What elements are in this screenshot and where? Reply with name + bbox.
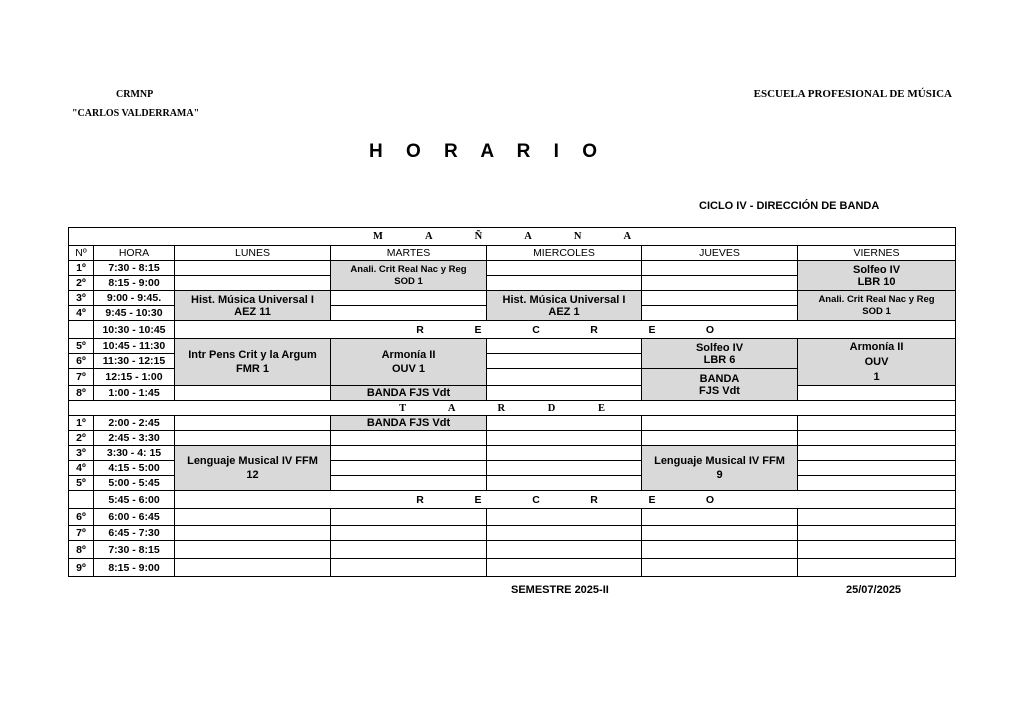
empty-cell [175, 509, 331, 526]
table-row [69, 416, 956, 431]
row-number: 8º [69, 541, 94, 559]
row-number: 2º [69, 431, 94, 446]
row-number: 7º [69, 369, 94, 386]
course-jueves-banda [642, 369, 798, 401]
school-name: ESCUELA PROFESIONAL DE MÚSICA [753, 88, 952, 100]
table-row [69, 291, 956, 306]
empty-cell [642, 291, 798, 306]
course-sub: FJS Vdt [699, 384, 740, 397]
course-sub: LBR 6 [703, 353, 736, 366]
institution-name: "CARLOS VALDERRAMA" [72, 108, 200, 119]
course-martes-banda-am: BANDA FJS Vdt [331, 386, 487, 401]
course-martes-armonia [331, 339, 487, 386]
empty-cell [487, 526, 642, 541]
course-title: Armonía II [381, 349, 436, 361]
row-number: 3º [69, 291, 94, 306]
row-number: 5º [69, 476, 94, 491]
table-row [69, 446, 956, 461]
recreo-letter: E [474, 323, 482, 336]
empty-cell [487, 541, 642, 559]
empty-cell [798, 416, 956, 431]
course-title: BANDA [699, 372, 740, 385]
empty-cell [331, 476, 487, 491]
empty-cell [487, 476, 642, 491]
course-lunes-lenguaje [175, 446, 331, 491]
row-number: 1º [69, 261, 94, 276]
empty-cell [642, 261, 798, 276]
semester-label: SEMESTRE 2025-II [511, 584, 609, 596]
course-lunes-historia [175, 291, 331, 321]
tarde-label: T A R D E [69, 401, 956, 416]
manana-label: M A Ñ A N A [69, 228, 956, 246]
row-number: 4º [69, 306, 94, 321]
empty-cell [487, 416, 642, 431]
col-header-lunes: LUNES [175, 246, 331, 261]
course-sub: 9 [716, 469, 723, 481]
course-title: Anali. Crit Real Nac y Reg [818, 293, 935, 305]
row-number: 6º [69, 509, 94, 526]
empty-cell [331, 461, 487, 476]
course-title: Armonía II [849, 341, 904, 353]
course-title: Lenguaje Musical IV FFM [187, 455, 318, 467]
row-time: 10:45 - 11:30 [94, 339, 175, 354]
empty-cell [798, 476, 956, 491]
empty-cell [642, 306, 798, 321]
row-time: 8:15 - 9:00 [94, 559, 175, 577]
row-number: 9º [69, 559, 94, 577]
row-time: 11:30 - 12:15 [94, 354, 175, 369]
course-miercoles-historia [487, 291, 642, 321]
row-time: 7:30 - 8:15 [94, 541, 175, 559]
course-title: Solfeo IV [695, 341, 744, 354]
recreo-letter: E [648, 323, 656, 336]
course-title: Hist. Música Universal I [502, 293, 626, 306]
empty-cell [642, 416, 798, 431]
course-title: Lenguaje Musical IV FFM [654, 455, 785, 467]
recreo-letter: R [590, 323, 598, 336]
empty-cell [175, 559, 331, 577]
table-row [69, 559, 956, 577]
course-sub: OUV 1 [391, 363, 425, 375]
date-label: 25/07/2025 [846, 584, 902, 596]
empty-cell [331, 306, 487, 321]
empty-cell [175, 386, 331, 401]
recreo-letter: R [590, 493, 598, 506]
recreo-row [69, 491, 956, 509]
empty-cell [175, 416, 331, 431]
table-row [69, 339, 956, 354]
empty-cell [642, 509, 798, 526]
course-sub: AEZ 11 [234, 305, 271, 318]
course-viernes-analisis [798, 291, 956, 321]
course-viernes-armonia [798, 339, 956, 386]
table-row [69, 509, 956, 526]
course-num: 1 [873, 371, 880, 383]
empty-cell [487, 369, 642, 386]
empty-cell [798, 446, 956, 461]
recreo-letter: R [416, 323, 424, 336]
empty-cell [331, 559, 487, 577]
empty-cell [642, 526, 798, 541]
row-time: 1:00 - 1:45 [94, 386, 175, 401]
empty-cell [487, 446, 642, 461]
row-number: 6º [69, 354, 94, 369]
empty-cell [798, 509, 956, 526]
row-number: 5º [69, 339, 94, 354]
recreo-letter: O [705, 323, 715, 336]
recreo-label [175, 491, 956, 509]
course-sub: OUV [864, 356, 889, 368]
col-header-jueves: JUEVES [642, 246, 798, 261]
header-row [69, 246, 956, 261]
recreo-row [69, 321, 956, 339]
recreo-letter: C [532, 323, 540, 336]
recreo-letter: R [416, 493, 424, 506]
table-row [69, 431, 956, 446]
row-time: 4:15 - 5:00 [94, 461, 175, 476]
recreo-letter: E [648, 493, 656, 506]
col-header-viernes: VIERNES [798, 246, 956, 261]
empty-cell [331, 509, 487, 526]
row-number: 4º [69, 461, 94, 476]
course-title: Anali. Crit Real Nac y Reg [350, 263, 467, 275]
empty-cell [487, 261, 642, 276]
course-sub: 12 [246, 469, 259, 481]
empty-cell [642, 431, 798, 446]
empty-cell [798, 559, 956, 577]
empty-cell [487, 339, 642, 354]
row-time: 10:30 - 10:45 [94, 321, 175, 339]
recreo-letter: O [705, 493, 715, 506]
row-number: 3º [69, 446, 94, 461]
course-sub: SOD 1 [862, 305, 891, 317]
table-row [69, 541, 956, 559]
row-time: 6:00 - 6:45 [94, 509, 175, 526]
empty-cell [642, 276, 798, 291]
table-row [69, 261, 956, 276]
empty-cell [175, 526, 331, 541]
empty-cell [487, 386, 642, 401]
recreo-letter: C [532, 493, 540, 506]
row-time: 2:45 - 3:30 [94, 431, 175, 446]
tarde-band-row [69, 401, 956, 416]
row-time: 8:15 - 9:00 [94, 276, 175, 291]
col-header-miercoles: MIERCOLES [487, 246, 642, 261]
course-viernes-solfeo [798, 261, 956, 291]
row-number: 7º [69, 526, 94, 541]
empty-cell [487, 431, 642, 446]
empty-cell [798, 461, 956, 476]
row-time: 9:00 - 9:45. [94, 291, 175, 306]
empty-cell [331, 541, 487, 559]
page-title: H O R A R I O [369, 141, 606, 162]
empty-cell [642, 559, 798, 577]
course-sub: SOD 1 [394, 275, 423, 287]
empty-cell [331, 526, 487, 541]
row-number [69, 321, 94, 339]
empty-cell [798, 526, 956, 541]
course-martes-analisis [331, 261, 487, 291]
schedule-table [68, 227, 956, 577]
row-time: 12:15 - 1:00 [94, 369, 175, 386]
course-title: Solfeo IV [852, 263, 901, 276]
table-row [69, 386, 956, 401]
empty-cell [331, 446, 487, 461]
empty-cell [798, 431, 956, 446]
empty-cell [642, 541, 798, 559]
empty-cell [798, 541, 956, 559]
cycle-label: CICLO IV - DIRECCIÓN DE BANDA [699, 200, 880, 212]
course-jueves-solfeo [642, 339, 798, 369]
row-time: 5:00 - 5:45 [94, 476, 175, 491]
course-sub: FMR 1 [236, 363, 269, 375]
row-number: 1º [69, 416, 94, 431]
empty-cell [331, 431, 487, 446]
course-jueves-lenguaje [642, 446, 798, 491]
empty-cell [487, 559, 642, 577]
col-header-num: Nº [69, 246, 94, 261]
manana-band-row [69, 228, 956, 246]
course-title: Hist. Música Universal I [191, 293, 314, 306]
empty-cell [331, 291, 487, 306]
col-header-martes: MARTES [331, 246, 487, 261]
empty-cell [487, 461, 642, 476]
row-time: 7:30 - 8:15 [94, 261, 175, 276]
col-header-hora: HORA [94, 246, 175, 261]
course-title: Intr Pens Crit y la Argum [188, 349, 317, 361]
course-lunes-intr [175, 339, 331, 386]
empty-cell [487, 509, 642, 526]
empty-cell [175, 431, 331, 446]
empty-cell [487, 276, 642, 291]
recreo-letter: E [474, 493, 482, 506]
course-martes-banda-pm: BANDA FJS Vdt [331, 416, 487, 431]
empty-cell [175, 541, 331, 559]
row-number: 8º [69, 386, 94, 401]
empty-cell [798, 386, 956, 401]
row-number [69, 491, 94, 509]
row-time: 3:30 - 4: 15 [94, 446, 175, 461]
empty-cell [175, 276, 331, 291]
institution-acronym: CRMNP [116, 89, 154, 100]
row-time: 2:00 - 2:45 [94, 416, 175, 431]
empty-cell [175, 261, 331, 276]
row-time: 9:45 - 10:30 [94, 306, 175, 321]
row-number: 2º [69, 276, 94, 291]
recreo-label [175, 321, 956, 339]
course-sub: AEZ 1 [548, 305, 580, 318]
row-time: 6:45 - 7:30 [94, 526, 175, 541]
course-sub: LBR 10 [857, 275, 896, 288]
row-time: 5:45 - 6:00 [94, 491, 175, 509]
empty-cell [487, 354, 642, 369]
table-row [69, 526, 956, 541]
